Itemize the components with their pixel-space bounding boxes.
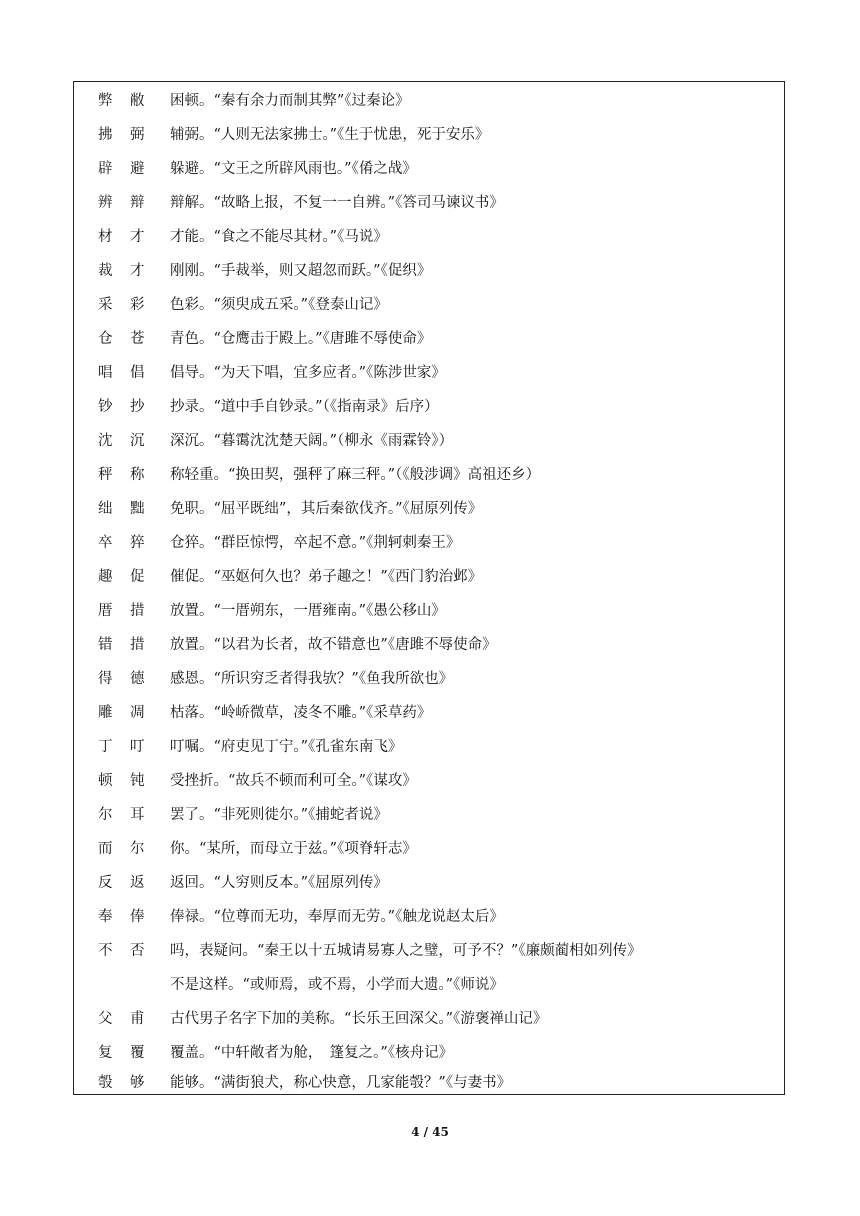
definition: 辅弼。“人则无法家拂士。”《生于忧患，死于安乐》 — [170, 127, 490, 143]
char-a: 辨 — [98, 195, 113, 211]
definition: 困顿。“秦有余力而制其弊”《过秦论》 — [170, 93, 410, 109]
char-b: 弼 — [130, 127, 145, 143]
content-frame — [73, 81, 785, 1095]
char-b: 否 — [130, 943, 145, 959]
char-a: 沈 — [98, 433, 113, 449]
char-a: 而 — [98, 841, 113, 857]
definition: 仓猝。“群臣惊愕，卒起不意。”《荆轲刺秦王》 — [170, 535, 461, 551]
char-a: 雕 — [98, 705, 113, 721]
char-b: 沉 — [130, 433, 145, 449]
definition: 枯落。“岭峤微草，凌冬不雕。”《采草药》 — [170, 705, 432, 721]
definition: 罢了。“非死则徙尔。”《捕蛇者说》 — [170, 807, 388, 823]
char-b: 才 — [130, 229, 145, 245]
definition: 才能。“食之不能尽其材。”《马说》 — [170, 229, 388, 245]
char-b: 尔 — [130, 841, 145, 857]
char-a: 绌 — [98, 501, 113, 517]
char-a: 尔 — [98, 807, 113, 823]
definition: 深沉。“暮霭沈沈楚天阔。”（柳永《雨霖铃》） — [170, 433, 454, 449]
page-number: 4 / 45 — [411, 1125, 449, 1139]
char-b: 俸 — [130, 909, 145, 925]
char-b: 才 — [130, 263, 145, 279]
char-a: 彀 — [98, 1075, 113, 1091]
char-b: 措 — [130, 603, 145, 619]
definition: 称轻重。“换田契，强秤了麻三秤。”（《般涉调》高祖还乡） — [170, 467, 541, 483]
char-b: 措 — [130, 637, 145, 653]
definition: 不是这样。“或师焉，或不焉，小学而大遗。”《师说》 — [170, 977, 504, 993]
char-a: 父 — [98, 1011, 113, 1027]
char-a: 厝 — [98, 603, 113, 619]
definition: 刚刚。“手裁举，则又超忽而跃。”《促织》 — [170, 263, 432, 279]
definition: 古代男子名字下加的美称。“长乐王回深父。”《游褒禅山记》 — [170, 1011, 548, 1027]
char-a: 唱 — [98, 365, 113, 381]
char-a: 采 — [98, 297, 113, 313]
char-b: 凋 — [130, 705, 145, 721]
char-a: 卒 — [98, 535, 113, 551]
definition: 你。“某所，而母立于兹。”《项脊轩志》 — [170, 841, 417, 857]
definition: 返回。“人穷则反本。”《屈原列传》 — [170, 875, 388, 891]
definition: 放置。“一厝朔东，一厝雍南。”《愚公移山》 — [170, 603, 446, 619]
char-b: 敝 — [130, 93, 145, 109]
char-b: 彩 — [130, 297, 145, 313]
char-b: 钝 — [130, 773, 145, 789]
char-b: 猝 — [130, 535, 145, 551]
definition: 吗，表疑问。“秦王以十五城请易寡人之璧，可予不？”《廉颇蔺相如列传》 — [170, 943, 642, 959]
char-b: 辩 — [130, 195, 145, 211]
char-b: 避 — [130, 161, 145, 177]
char-a: 奉 — [98, 909, 113, 925]
definition: 色彩。“须臾成五采。”《登泰山记》 — [170, 297, 388, 313]
char-b: 黜 — [130, 501, 145, 517]
definition: 躲避。“文王之所辟风雨也。”《倄之战》 — [170, 161, 417, 177]
char-b: 甫 — [130, 1011, 145, 1027]
char-b: 倡 — [130, 365, 145, 381]
char-b: 促 — [130, 569, 145, 585]
definition: 能够。“满街狼犬，称心快意，几家能彀？”《与妻书》 — [170, 1075, 512, 1091]
char-a: 反 — [98, 875, 113, 891]
char-a: 复 — [98, 1045, 113, 1061]
char-b: 叮 — [130, 739, 145, 755]
char-a: 拂 — [98, 127, 113, 143]
char-b: 覆 — [130, 1045, 145, 1061]
char-a: 丁 — [98, 739, 113, 755]
definition: 俸禄。“位尊而无功，奉厚而无劳。”《触龙说赵太后》 — [170, 909, 504, 925]
definition: 感恩。“所识穷乏者得我欤？”《鱼我所欲也》 — [170, 671, 454, 687]
char-a: 错 — [98, 637, 113, 653]
char-b: 够 — [130, 1075, 145, 1091]
definition: 叮嘱。“府吏见丁宁。”《孔雀东南飞》 — [170, 739, 403, 755]
char-a: 辟 — [98, 161, 113, 177]
definition: 倡导。“为天下唱，宜多应者。”《陈涉世家》 — [170, 365, 446, 381]
definition: 催促。“巫妪何久也？弟子趣之！”《西门豹治邺》 — [170, 569, 483, 585]
char-a: 仓 — [98, 331, 113, 347]
char-a: 弊 — [98, 93, 113, 109]
char-b: 德 — [130, 671, 145, 687]
definition: 辩解。“故略上报，不复一一自辨。”《答司马谏议书》 — [170, 195, 504, 211]
char-b: 返 — [130, 875, 145, 891]
char-b: 耳 — [130, 807, 145, 823]
definition: 青色。“仓鹰击于殿上。”《唐雎不辱使命》 — [170, 331, 432, 347]
definition: 受挫折。“故兵不顿而利可全。”《谋攻》 — [170, 773, 417, 789]
char-a: 趣 — [98, 569, 113, 585]
char-a: 顿 — [98, 773, 113, 789]
char-a: 得 — [98, 671, 113, 687]
definition: 抄录。“道中手自钞录。”（《指南录》后序） — [170, 399, 439, 415]
char-b: 抄 — [130, 399, 145, 415]
char-b: 称 — [130, 467, 145, 483]
char-a: 秤 — [98, 467, 113, 483]
char-a: 裁 — [98, 263, 113, 279]
char-a: 材 — [98, 229, 113, 245]
definition: 免职。“屈平既绌”，其后秦欲伐齐。”《屈原列传》 — [170, 501, 483, 517]
char-a: 不 — [98, 943, 113, 959]
definition: 放置。“以君为长者，故不错意也”《唐雎不辱使命》 — [170, 637, 497, 653]
char-b: 苍 — [130, 331, 145, 347]
char-a: 钞 — [98, 399, 113, 415]
definition: 覆盖。“中轩敞者为舱， 篷复之。”《核舟记》 — [170, 1045, 454, 1061]
